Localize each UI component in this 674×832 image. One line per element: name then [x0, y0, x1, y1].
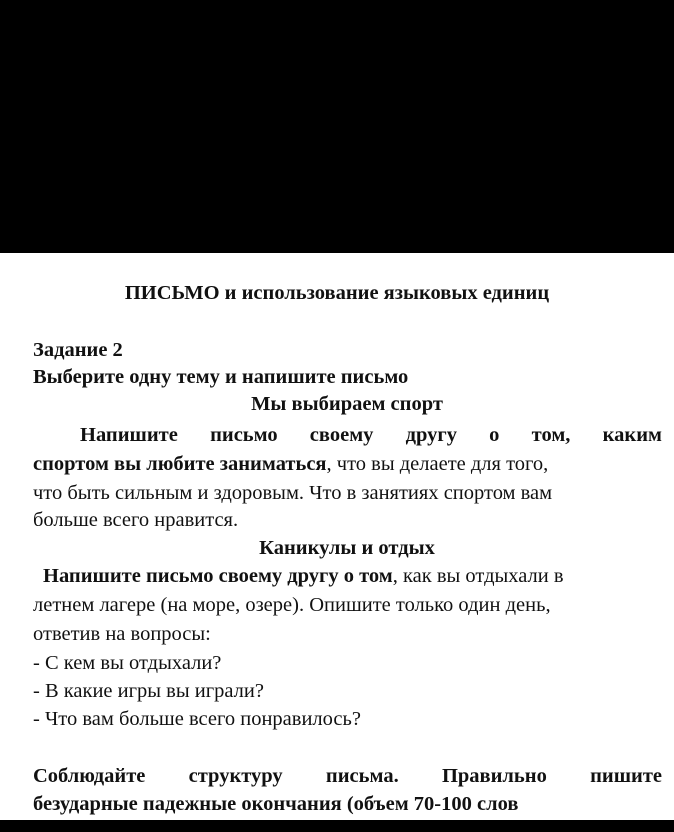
- topic1-line2: [33, 451, 548, 477]
- topic1-line1: Напишите письмо своему другу о том, каким: [80, 424, 662, 446]
- page-heading: ПИСЬМО и использование языковых единиц: [124, 282, 550, 304]
- topic2-line1-rest: , как вы отдыхали в: [392, 565, 564, 587]
- topic1-title: Мы выбираем спорт: [251, 393, 443, 415]
- topic1-line2-rest: , что вы делаете для того,: [326, 453, 549, 475]
- black-top-area: [0, 0, 674, 253]
- topic2-line1: [43, 563, 564, 589]
- footer-line1: Соблюдайте структуру письма. Правильно пишите: [33, 765, 662, 787]
- document-page: [0, 253, 674, 820]
- footer-line2: безударные падежные окончания (объем 70-100 слов: [33, 793, 519, 815]
- task-label: Задание 2: [33, 339, 123, 361]
- question-3: - Что вам больше всего понравилось?: [33, 708, 361, 730]
- topic1-line3: что быть сильным и здоровым. Что в занятиях спортом вам: [33, 482, 553, 504]
- black-bottom-strip: [0, 820, 674, 832]
- topic1-line2-bold: спортом вы любите заниматься: [33, 453, 327, 475]
- topic2-line2: летнем лагере (на море, озере). Опишите только один день,: [33, 594, 551, 616]
- question-2: - В какие игры вы играли?: [33, 680, 264, 702]
- topic2-title: Каникулы и отдых: [259, 537, 435, 559]
- question-1: - С кем вы отдыхали?: [33, 652, 222, 674]
- topic2-line3: ответив на вопросы:: [33, 623, 211, 645]
- topic2-line1-bold: Напишите письмо своему другу о том: [43, 565, 393, 587]
- instruction-text: Выберите одну тему и напишите письмо: [33, 366, 409, 388]
- topic1-line4: больше всего нравится.: [33, 509, 239, 531]
